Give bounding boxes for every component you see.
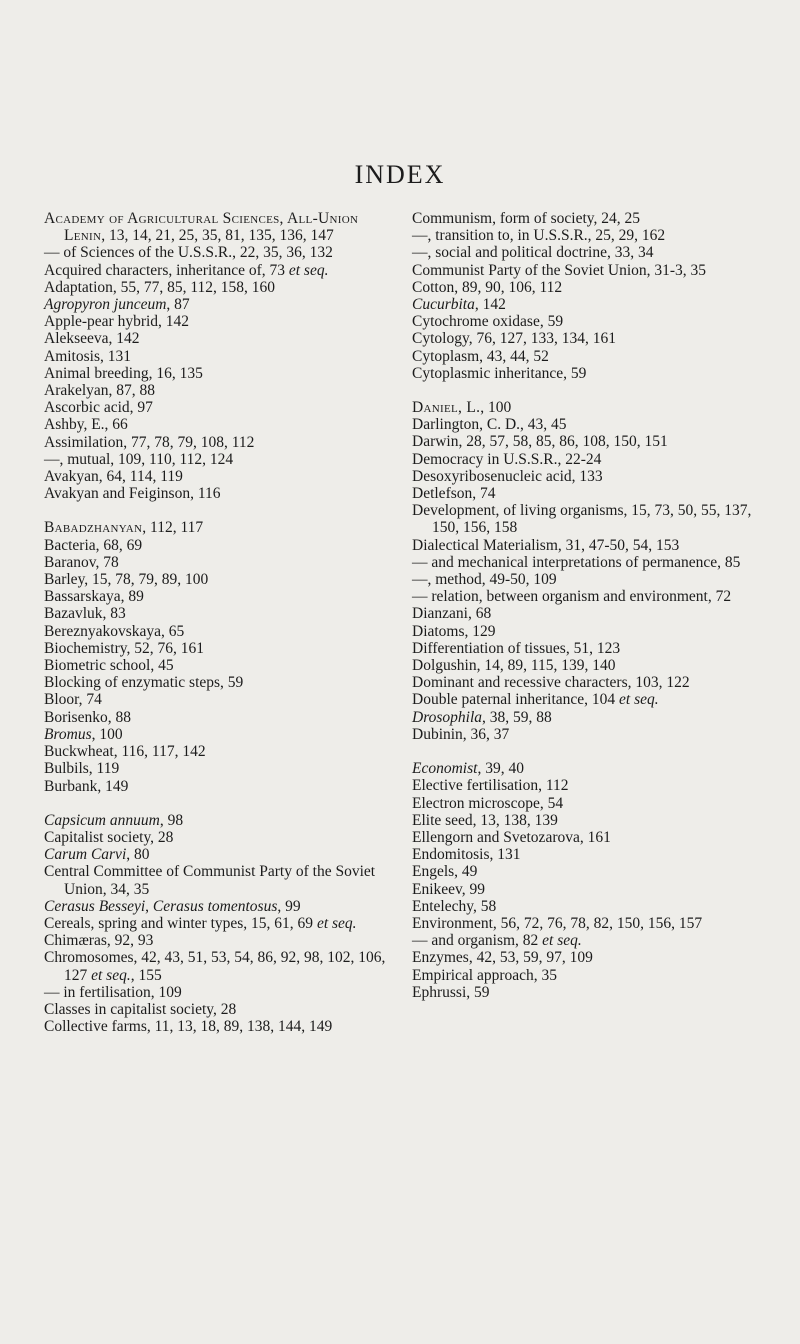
index-entry: Adaptation, 55, 77, 85, 112, 158, 160	[44, 278, 276, 296]
index-entry: Detlefson, 74	[412, 485, 496, 503]
index-entry: —, method, 49-50, 109	[412, 571, 557, 589]
index-entry: Bacteria, 68, 69	[44, 536, 143, 554]
index-entry: Agropyron junceum, 87	[44, 296, 190, 314]
index-entry: Capitalist society, 28	[44, 828, 174, 846]
index-column-right	[412, 210, 760, 1018]
index-entry: Biometric school, 45	[44, 657, 174, 675]
index-entry: Daniel, L., 100	[412, 399, 512, 417]
index-entry: Elite seed, 13, 138, 139	[412, 811, 558, 829]
index-entry: Cucurbita, 142	[412, 296, 506, 314]
index-entry: Cytoplasm, 43, 44, 52	[412, 347, 549, 365]
index-entry: Dolgushin, 14, 89, 115, 139, 140	[412, 657, 616, 675]
index-entry: Avakyan and Feiginson, 116	[44, 485, 221, 503]
index-entry: Carum Carvi, 80	[44, 846, 150, 864]
index-entry: Ascorbic acid, 97	[44, 399, 153, 417]
index-entry: Chromosomes, 42, 43, 51, 53, 54, 86, 92, 98, 102, 106, 127 et seq., 155	[44, 949, 386, 984]
index-letter-group	[412, 210, 760, 382]
index-entry: Central Committee of Communist Party of the Soviet Union, 34, 35	[44, 863, 376, 898]
index-entry: Darlington, C. D., 43, 45	[412, 416, 567, 434]
index-letter-group	[44, 812, 394, 1036]
index-entry: Baranov, 78	[44, 553, 119, 571]
index-entry: Cytochrome oxidase, 59	[412, 313, 564, 331]
index-letter-group	[412, 760, 760, 1001]
index-entry: Amitosis, 131	[44, 347, 131, 365]
index-entry: Classes in capitalist society, 28	[44, 1000, 237, 1018]
index-entry: Economist, 39, 40	[412, 760, 524, 778]
index-entry: Cotton, 89, 90, 106, 112	[412, 278, 563, 296]
index-entry: Babadzhanyan, 112, 117	[44, 519, 204, 537]
index-entry: —, transition to, in U.S.S.R., 25, 29, 162	[412, 227, 666, 245]
index-entry: Democracy in U.S.S.R., 22-24	[412, 450, 602, 468]
index-entry: Desoxyribosenucleic acid, 133	[412, 467, 603, 485]
index-entry: Academy of Agricultural Sciences, All-Union Lenin, 13, 14, 21, 25, 35, 81, 135, 136, 147	[44, 210, 359, 245]
index-entry: Communist Party of the Soviet Union, 31-3, 35	[412, 261, 707, 279]
index-entry: — of Sciences of the U.S.S.R., 22, 35, 36, 132	[44, 244, 333, 262]
index-entry: Drosophila, 38, 59, 88	[412, 708, 552, 726]
index-entry: Bazavluk, 83	[44, 605, 126, 623]
index-entry: Empirical approach, 35	[412, 966, 558, 984]
index-entry: Cereals, spring and winter types, 15, 61, 69 et seq.	[44, 914, 357, 932]
index-column-left	[44, 210, 394, 1052]
index-entry: Biochemistry, 52, 76, 161	[44, 639, 205, 657]
index-entry: Cytoplasmic inheritance, 59	[412, 364, 587, 382]
index-entry: Ephrussi, 59	[412, 983, 490, 1001]
index-entry: Alekseeva, 142	[44, 330, 140, 348]
index-entry: Buckwheat, 116, 117, 142	[44, 743, 206, 761]
index-letter-group	[44, 519, 394, 794]
index-entry: Dominant and recessive characters, 103, 122	[412, 674, 690, 692]
index-entry: — and mechanical interpretations of permanence, 85	[412, 553, 741, 571]
index-entry: Enzymes, 42, 53, 59, 97, 109	[412, 949, 593, 967]
index-entry: Borisenko, 88	[44, 708, 131, 726]
index-entry: Chimæras, 92, 93	[44, 932, 154, 950]
index-entry: Elective fertilisation, 112	[412, 777, 569, 795]
index-entry: Ashby, E., 66	[44, 416, 128, 434]
index-entry: Development, of living organisms, 15, 73, 50, 55, 137, 150, 156, 158	[412, 502, 752, 537]
index-letter-group	[412, 399, 760, 743]
index-entry: Ellengorn and Svetozarova, 161	[412, 828, 611, 846]
index-entry: Dianzani, 68	[412, 605, 492, 623]
index-entry: — relation, between organism and environment, 72	[412, 588, 732, 606]
index-entry: Collective farms, 11, 13, 18, 89, 138, 144, 149	[44, 1018, 333, 1036]
index-entry: Burbank, 149	[44, 777, 129, 795]
index-entry: — in fertilisation, 109	[44, 983, 182, 1001]
index-entry: —, social and political doctrine, 33, 34	[412, 244, 654, 262]
index-entry: Cytology, 76, 127, 133, 134, 161	[412, 330, 616, 348]
page-title: INDEX	[354, 160, 446, 189]
index-entry: Bereznyakovskaya, 65	[44, 622, 185, 640]
index-entry: Engels, 49	[412, 863, 478, 881]
index-entry: Dubinin, 36, 37	[412, 725, 510, 743]
index-entry: — and organism, 82 et seq.	[412, 932, 582, 950]
index-entry: Capsicum annuum, 98	[44, 811, 184, 829]
index-entry: Dialectical Materialism, 31, 47-50, 54, 153	[412, 536, 680, 554]
index-entry: Bassarskaya, 89	[44, 588, 144, 606]
index-entry: Double paternal inheritance, 104 et seq.	[412, 691, 659, 709]
index-entry: Arakelyan, 87, 88	[44, 382, 156, 400]
index-entry: Animal breeding, 16, 135	[44, 364, 203, 382]
index-entry: Assimilation, 77, 78, 79, 108, 112	[44, 433, 255, 451]
index-entry: Blocking of enzymatic steps, 59	[44, 674, 244, 692]
index-entry: Bloor, 74	[44, 691, 102, 709]
index-entry: Differentiation of tissues, 51, 123	[412, 639, 621, 657]
index-entry: Environment, 56, 72, 76, 78, 82, 150, 156, 157	[412, 914, 703, 932]
index-entry: Apple-pear hybrid, 142	[44, 313, 190, 331]
index-entry: Acquired characters, inheritance of, 73 et seq.	[44, 261, 329, 279]
index-entry: Darwin, 28, 57, 58, 85, 86, 108, 150, 151	[412, 433, 668, 451]
index-entry: Endomitosis, 131	[412, 846, 521, 864]
index-entry: Bromus, 100	[44, 725, 123, 743]
index-entry: Entelechy, 58	[412, 897, 497, 915]
index-entry: Enikeev, 99	[412, 880, 486, 898]
index-entry: Cerasus Besseyi, Cerasus tomentosus, 99	[44, 897, 301, 915]
index-letter-group	[44, 210, 394, 502]
index-entry: Avakyan, 64, 114, 119	[44, 468, 183, 486]
index-entry: Communism, form of society, 24, 25	[412, 210, 641, 227]
index-entry: —, mutual, 109, 110, 112, 124	[44, 450, 234, 468]
index-entry: Bulbils, 119	[44, 760, 120, 778]
index-entry: Barley, 15, 78, 79, 89, 100	[44, 571, 209, 589]
index-entry: Diatoms, 129	[412, 622, 496, 640]
index-entry: Electron microscope, 54	[412, 794, 564, 812]
